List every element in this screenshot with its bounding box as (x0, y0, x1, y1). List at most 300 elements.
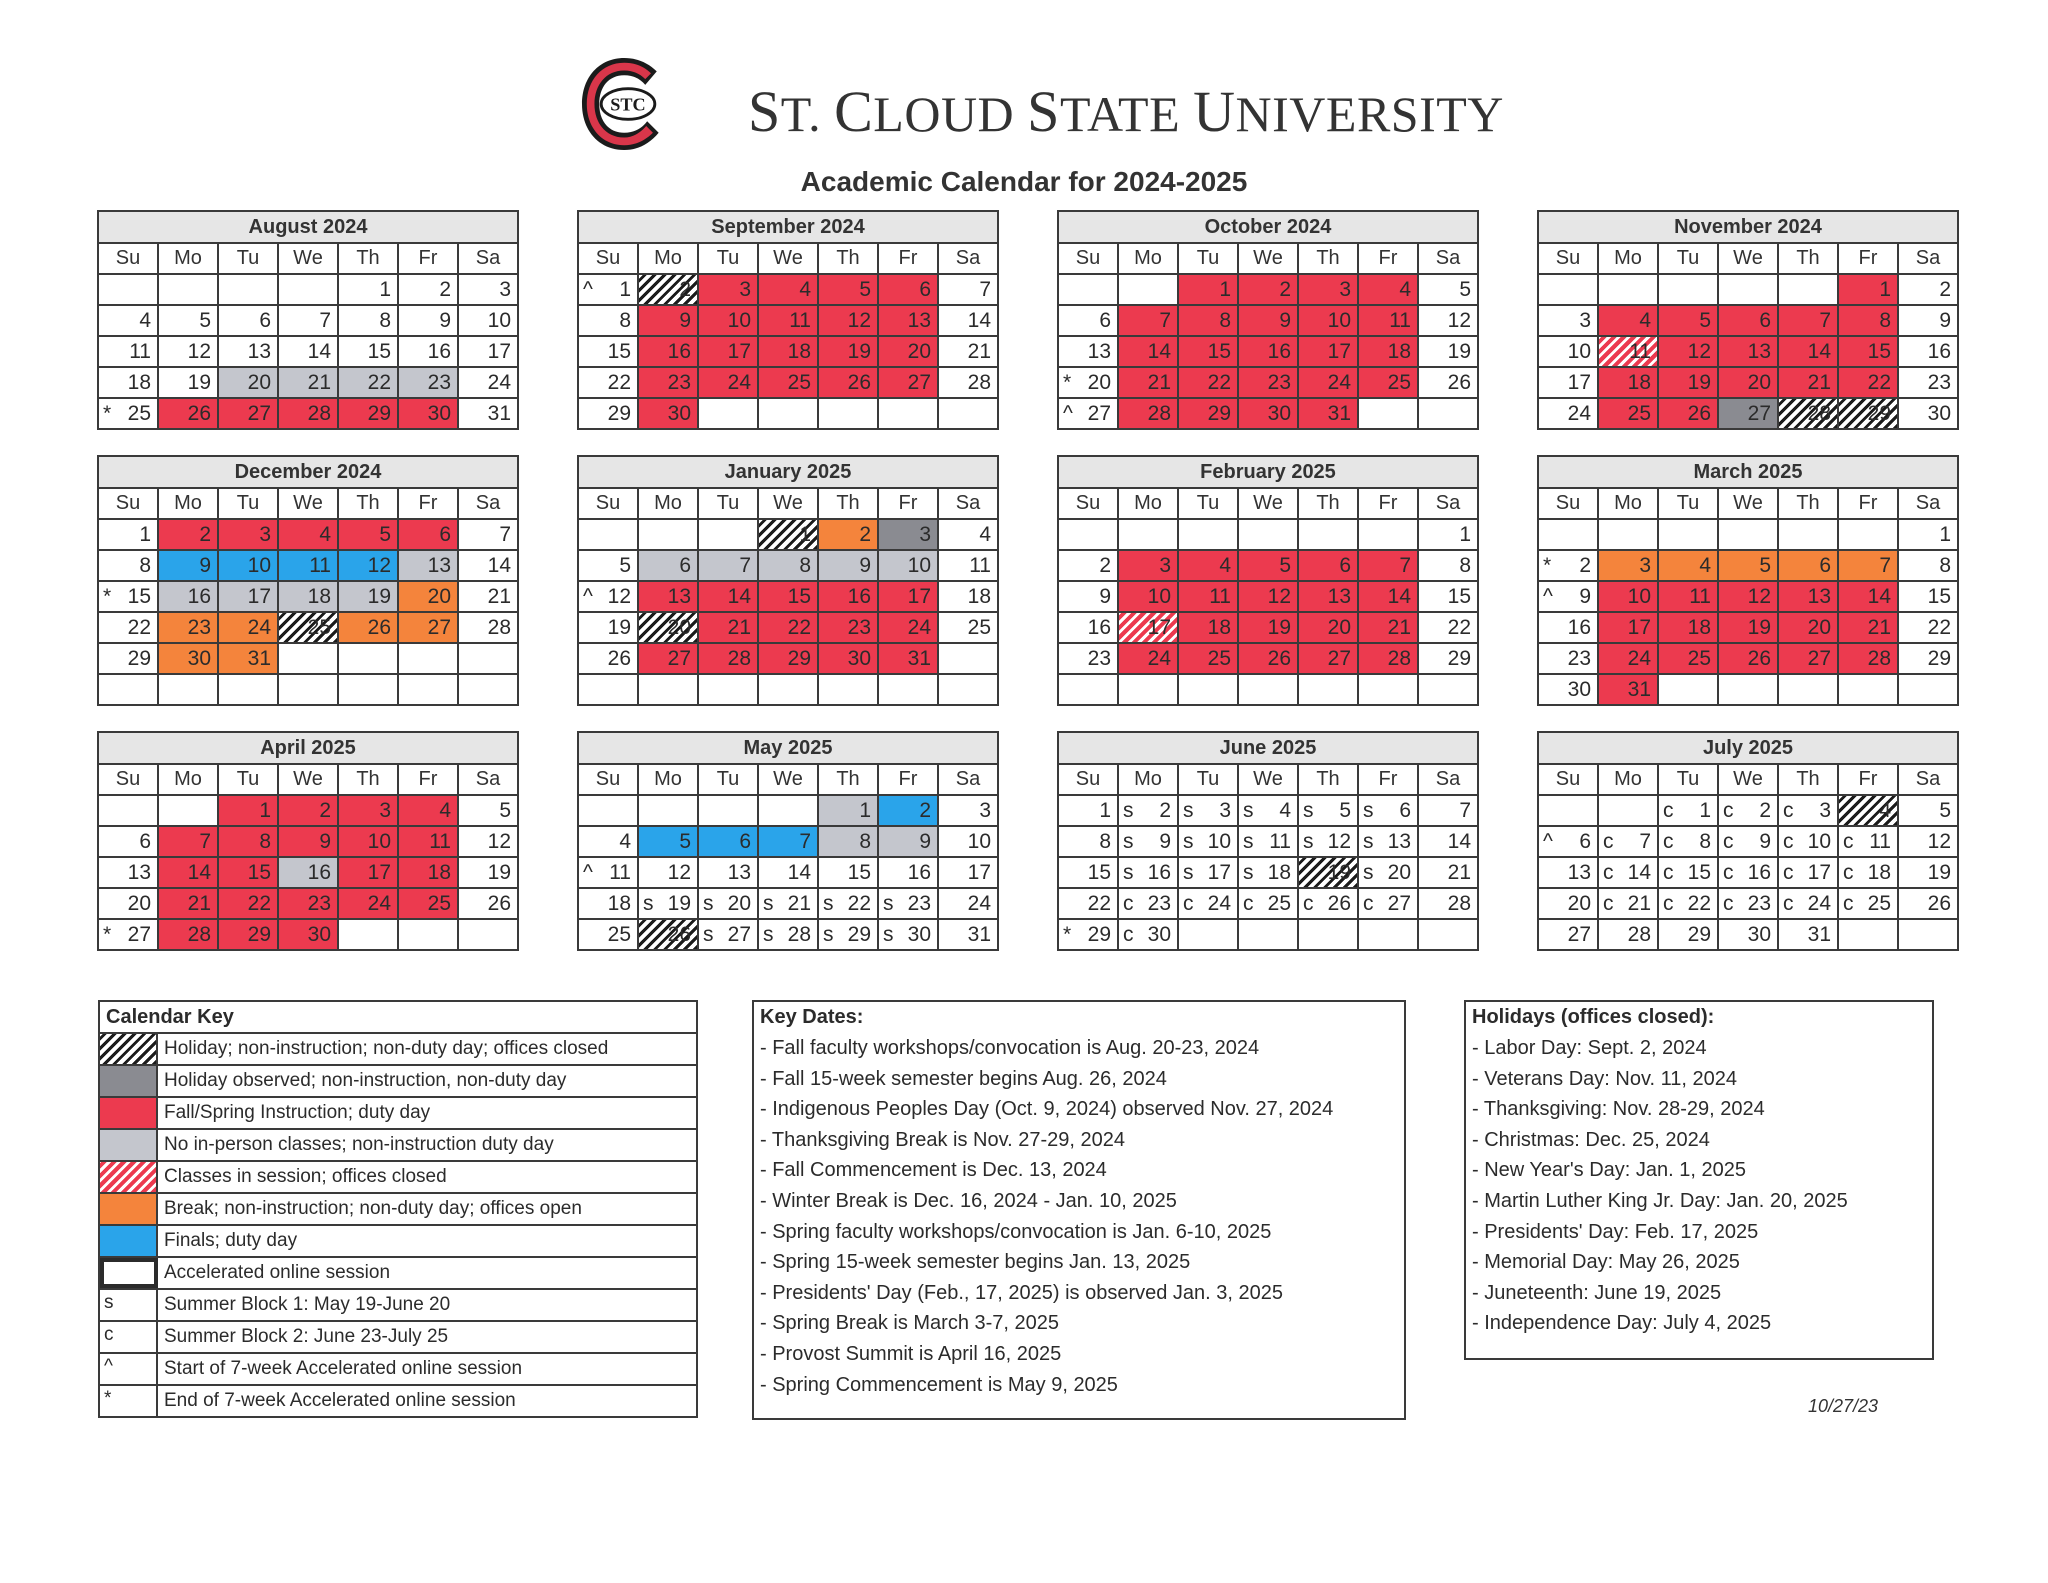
key-symbol: ^ (100, 1354, 158, 1384)
day-marker: s (1303, 798, 1314, 822)
day-cell (1418, 674, 1478, 705)
day-cell (1898, 581, 1958, 612)
day-cell (1238, 674, 1298, 705)
day-number: 16 (1087, 615, 1111, 639)
day-header: Sa (458, 243, 518, 274)
month-title: November 2024 (1538, 211, 1958, 243)
day-number: 16 (187, 584, 211, 608)
swatch-acc-icon (100, 1258, 158, 1288)
day-number: 13 (1567, 860, 1591, 884)
day-number: 12 (1747, 584, 1771, 608)
month-title: February 2025 (1058, 456, 1478, 488)
day-cell (218, 519, 278, 550)
key-date-item: - Thanksgiving Break is Nov. 27-29, 2024 (760, 1128, 1126, 1151)
day-marker: c (1723, 798, 1734, 822)
holidays-panel (1464, 1000, 1934, 1360)
day-cell (638, 888, 698, 919)
day-number: 17 (1627, 615, 1651, 639)
day-cell (638, 643, 698, 674)
day-cell (878, 795, 938, 826)
day-cell (878, 367, 938, 398)
day-cell (1178, 519, 1238, 550)
day-marker: c (1603, 860, 1614, 884)
day-number: 16 (907, 860, 931, 884)
day-cell (1418, 919, 1478, 950)
day-number: 21 (1807, 370, 1831, 394)
day-cell (1418, 826, 1478, 857)
day-number: 10 (1567, 339, 1591, 363)
day-cell (758, 826, 818, 857)
day-cell (1118, 674, 1178, 705)
key-row (100, 1066, 696, 1098)
calendar-key (98, 1000, 698, 1418)
day-number: 19 (1747, 615, 1771, 639)
month-january-2025 (577, 455, 999, 706)
day-header: Mo (1598, 764, 1658, 795)
day-cell (1598, 274, 1658, 305)
day-number: 20 (247, 370, 271, 394)
day-cell (98, 857, 158, 888)
day-number: 24 (367, 891, 391, 915)
key-date-item: - Spring faculty workshops/convocation is Jan. 6-10, 2025 (760, 1220, 1272, 1243)
day-marker: s (1123, 829, 1134, 853)
day-cell (338, 398, 398, 429)
day-number: 6 (439, 522, 451, 546)
day-marker: c (1303, 891, 1314, 915)
day-cell (98, 581, 158, 612)
day-number: 2 (1579, 553, 1591, 577)
day-cell (1418, 857, 1478, 888)
day-cell (1598, 674, 1658, 705)
day-header: Fr (1838, 243, 1898, 274)
day-cell (398, 274, 458, 305)
day-number: 27 (427, 615, 451, 639)
day-cell (1598, 826, 1658, 857)
day-cell (1658, 826, 1718, 857)
day-marker: ^ (1543, 584, 1553, 608)
day-cell (98, 826, 158, 857)
day-cell (1538, 919, 1598, 950)
day-marker: c (1603, 891, 1614, 915)
day-marker: ^ (1543, 829, 1553, 853)
day-number: 13 (247, 339, 271, 363)
day-cell (578, 550, 638, 581)
day-number: 23 (667, 370, 691, 394)
day-cell (1298, 674, 1358, 705)
day-number: 2 (319, 798, 331, 822)
day-cell (398, 581, 458, 612)
day-cell (218, 857, 278, 888)
day-header: Sa (938, 243, 998, 274)
day-cell (1718, 274, 1778, 305)
day-cell (1238, 367, 1298, 398)
day-cell (458, 519, 518, 550)
day-number: 18 (427, 860, 451, 884)
day-number: 12 (1327, 829, 1351, 853)
day-number: 8 (1459, 553, 1471, 577)
day-cell (1238, 857, 1298, 888)
day-number: 1 (379, 277, 391, 301)
day-marker: c (1843, 891, 1854, 915)
day-number: 29 (1087, 922, 1111, 946)
calendar-key-title: Calendar Key (100, 1002, 696, 1034)
day-cell (1598, 612, 1658, 643)
day-number: 15 (1867, 339, 1891, 363)
day-cell (1658, 519, 1718, 550)
day-marker: c (1123, 922, 1134, 946)
day-cell (1358, 550, 1418, 581)
day-cell (98, 643, 158, 674)
day-cell (1778, 274, 1838, 305)
day-marker: * (1063, 922, 1072, 946)
month-june-2025 (1057, 731, 1479, 951)
key-row (100, 1226, 696, 1258)
day-number: 1 (1699, 798, 1711, 822)
day-cell (218, 919, 278, 950)
day-cell (818, 826, 878, 857)
day-cell (1778, 857, 1838, 888)
day-marker: s (1363, 829, 1374, 853)
day-number: 9 (919, 829, 931, 853)
day-number: 31 (967, 922, 991, 946)
day-number: 4 (619, 829, 631, 853)
page-header (580, 58, 1504, 158)
day-header: Fr (1358, 243, 1418, 274)
day-cell (398, 888, 458, 919)
day-header: Tu (698, 488, 758, 519)
day-number: 5 (1279, 553, 1291, 577)
day-marker: c (1783, 891, 1794, 915)
day-number: 3 (379, 798, 391, 822)
day-cell (1898, 826, 1958, 857)
day-number: 20 (667, 615, 691, 639)
day-cell (638, 826, 698, 857)
day-number: 19 (1327, 860, 1351, 884)
day-number: 20 (1747, 370, 1771, 394)
day-cell (1298, 795, 1358, 826)
day-number: 29 (787, 646, 811, 670)
day-cell (98, 305, 158, 336)
revision-date: 10/27/23 (1808, 1396, 1879, 1416)
day-number: 7 (1399, 553, 1411, 577)
day-marker: c (1783, 829, 1794, 853)
day-number: 7 (499, 522, 511, 546)
day-marker: s (883, 922, 894, 946)
holiday-item: - Independence Day: July 4, 2025 (1472, 1312, 1772, 1335)
day-cell (338, 581, 398, 612)
day-cell (938, 305, 998, 336)
day-cell (758, 888, 818, 919)
key-label: No in-person classes; non-instruction duty day (164, 1134, 554, 1155)
day-cell (1598, 550, 1658, 581)
day-cell (1358, 795, 1418, 826)
day-cell (158, 857, 218, 888)
day-number: 21 (1387, 615, 1411, 639)
day-cell (1538, 888, 1598, 919)
day-number: 23 (1147, 891, 1171, 915)
day-cell (278, 612, 338, 643)
day-number: 17 (247, 584, 271, 608)
day-number: 6 (1759, 308, 1771, 332)
day-cell (758, 550, 818, 581)
day-cell (638, 336, 698, 367)
day-header: Tu (218, 243, 278, 274)
day-cell (278, 367, 338, 398)
day-number: 19 (487, 860, 511, 884)
day-marker: * (1543, 553, 1552, 577)
day-number: 18 (967, 584, 991, 608)
day-cell (1058, 305, 1118, 336)
day-cell (818, 643, 878, 674)
day-cell (1598, 367, 1658, 398)
day-number: 2 (439, 277, 451, 301)
day-header: Mo (1598, 243, 1658, 274)
day-cell (1178, 612, 1238, 643)
day-number: 17 (367, 860, 391, 884)
day-cell (338, 919, 398, 950)
day-marker: ^ (583, 860, 593, 884)
day-number: 1 (139, 522, 151, 546)
day-cell (638, 519, 698, 550)
holiday-item: - New Year's Day: Jan. 1, 2025 (1472, 1159, 1746, 1182)
day-marker: c (1663, 891, 1674, 915)
day-marker: s (823, 922, 834, 946)
day-number: 28 (1147, 401, 1171, 425)
day-cell (338, 367, 398, 398)
day-number: 9 (859, 553, 871, 577)
day-number: 21 (787, 891, 811, 915)
day-cell (158, 888, 218, 919)
day-number: 22 (247, 891, 271, 915)
day-number: 7 (799, 829, 811, 853)
day-cell (1718, 919, 1778, 950)
day-number: 16 (1147, 860, 1171, 884)
day-number: 9 (199, 553, 211, 577)
day-number: 31 (1627, 677, 1651, 701)
day-number: 28 (1867, 646, 1891, 670)
day-number: 9 (319, 829, 331, 853)
day-cell (1238, 581, 1298, 612)
day-number: 6 (1579, 829, 1591, 853)
day-number: 6 (739, 829, 751, 853)
day-cell (218, 274, 278, 305)
day-cell (1898, 550, 1958, 581)
day-cell (1118, 336, 1178, 367)
key-label: Finals; duty day (164, 1230, 298, 1251)
day-number: 21 (1867, 615, 1891, 639)
day-number: 22 (1207, 370, 1231, 394)
day-cell (878, 519, 938, 550)
swatch-hol-icon (100, 1034, 158, 1064)
day-cell (1538, 274, 1598, 305)
day-number: 12 (367, 553, 391, 577)
day-cell (1538, 581, 1598, 612)
day-number: 6 (679, 553, 691, 577)
day-number: 10 (1627, 584, 1651, 608)
day-cell (1298, 857, 1358, 888)
day-number: 5 (1339, 798, 1351, 822)
day-number: 8 (1879, 308, 1891, 332)
day-cell (698, 857, 758, 888)
day-marker: s (1243, 860, 1254, 884)
day-number: 22 (607, 370, 631, 394)
day-cell (1418, 612, 1478, 643)
day-number: 31 (487, 401, 511, 425)
day-cell (1418, 643, 1478, 674)
day-cell (938, 826, 998, 857)
day-cell (1058, 826, 1118, 857)
day-cell (1778, 643, 1838, 674)
day-cell (1838, 795, 1898, 826)
day-cell (398, 919, 458, 950)
key-label: Break; non-instruction; non-duty day; offices open (164, 1198, 582, 1219)
day-number: 21 (967, 339, 991, 363)
day-cell (1838, 367, 1898, 398)
day-cell (878, 612, 938, 643)
day-marker: s (1123, 860, 1134, 884)
day-cell (758, 305, 818, 336)
day-cell (338, 336, 398, 367)
day-cell (278, 857, 338, 888)
day-marker: s (1123, 798, 1134, 822)
day-cell (1178, 643, 1238, 674)
day-number: 8 (1219, 308, 1231, 332)
day-header: Sa (1418, 488, 1478, 519)
day-number: 27 (1567, 922, 1591, 946)
day-header: Su (1538, 243, 1598, 274)
day-cell (278, 581, 338, 612)
day-cell (398, 398, 458, 429)
day-number: 29 (1447, 646, 1471, 670)
day-marker: s (1243, 798, 1254, 822)
day-cell (1598, 581, 1658, 612)
day-number: 10 (247, 553, 271, 577)
day-number: 3 (1639, 553, 1651, 577)
day-number: 6 (1099, 308, 1111, 332)
day-number: 20 (1567, 891, 1591, 915)
day-number: 27 (667, 646, 691, 670)
day-number: 7 (1879, 553, 1891, 577)
day-cell (1538, 550, 1598, 581)
day-cell (458, 826, 518, 857)
day-cell (398, 826, 458, 857)
day-number: 2 (1939, 277, 1951, 301)
day-header: Mo (638, 764, 698, 795)
day-number: 19 (847, 339, 871, 363)
key-symbol: s (100, 1290, 158, 1320)
day-number: 24 (487, 370, 511, 394)
day-number: 7 (319, 308, 331, 332)
day-number: 13 (1327, 584, 1351, 608)
day-number: 16 (847, 584, 871, 608)
day-cell (1238, 643, 1298, 674)
day-cell (578, 857, 638, 888)
month-title: April 2025 (98, 732, 518, 764)
key-row (100, 1290, 696, 1322)
day-cell (278, 305, 338, 336)
key-date-item: - Spring Commencement is May 9, 2025 (760, 1373, 1118, 1396)
day-number: 1 (799, 522, 811, 546)
day-cell (278, 519, 338, 550)
day-number: 2 (859, 522, 871, 546)
day-cell (1058, 674, 1118, 705)
day-number: 30 (847, 646, 871, 670)
day-cell (98, 398, 158, 429)
day-cell (398, 795, 458, 826)
day-cell (1358, 367, 1418, 398)
day-number: 10 (1327, 308, 1351, 332)
month-august-2024 (97, 210, 519, 430)
day-number: 20 (1387, 860, 1411, 884)
day-number: 21 (1447, 860, 1471, 884)
day-cell (278, 919, 338, 950)
day-cell (1658, 305, 1718, 336)
day-cell (1538, 305, 1598, 336)
day-number: 1 (1219, 277, 1231, 301)
day-cell (1118, 857, 1178, 888)
day-cell (1658, 581, 1718, 612)
day-cell (458, 643, 518, 674)
day-number: 26 (1327, 891, 1351, 915)
day-cell (1418, 274, 1478, 305)
day-number: 7 (1459, 798, 1471, 822)
day-number: 10 (1147, 584, 1171, 608)
day-header: Sa (938, 488, 998, 519)
day-marker: c (1123, 891, 1134, 915)
day-number: 12 (607, 584, 631, 608)
day-number: 19 (1267, 615, 1291, 639)
day-cell (1298, 305, 1358, 336)
swatch-nic-icon (100, 1130, 158, 1160)
day-header: Fr (878, 488, 938, 519)
month-february-2025 (1057, 455, 1479, 706)
day-cell (1238, 795, 1298, 826)
day-number: 14 (187, 860, 211, 884)
day-cell (758, 336, 818, 367)
day-cell (158, 826, 218, 857)
day-number: 13 (667, 584, 691, 608)
day-number: 9 (1159, 829, 1171, 853)
day-cell (818, 550, 878, 581)
day-cell (458, 581, 518, 612)
day-number: 11 (429, 829, 451, 853)
day-cell (398, 367, 458, 398)
day-cell (1778, 367, 1838, 398)
day-cell (1298, 643, 1358, 674)
day-number: 5 (679, 829, 691, 853)
day-number: 18 (1387, 339, 1411, 363)
day-header: Tu (1658, 764, 1718, 795)
day-cell (1238, 336, 1298, 367)
day-cell (398, 674, 458, 705)
day-cell (1718, 581, 1778, 612)
day-header: Th (1778, 488, 1838, 519)
day-number: 11 (309, 553, 331, 577)
day-cell (938, 612, 998, 643)
day-marker: c (1663, 829, 1674, 853)
day-marker: c (1663, 798, 1674, 822)
day-cell (1118, 550, 1178, 581)
day-cell (1298, 581, 1358, 612)
day-cell (158, 305, 218, 336)
day-number: 11 (789, 308, 811, 332)
day-header: Sa (1418, 764, 1478, 795)
day-cell (218, 398, 278, 429)
day-cell (1238, 305, 1298, 336)
day-cell (158, 274, 218, 305)
day-header: Mo (1118, 243, 1178, 274)
day-number: 22 (1927, 615, 1951, 639)
